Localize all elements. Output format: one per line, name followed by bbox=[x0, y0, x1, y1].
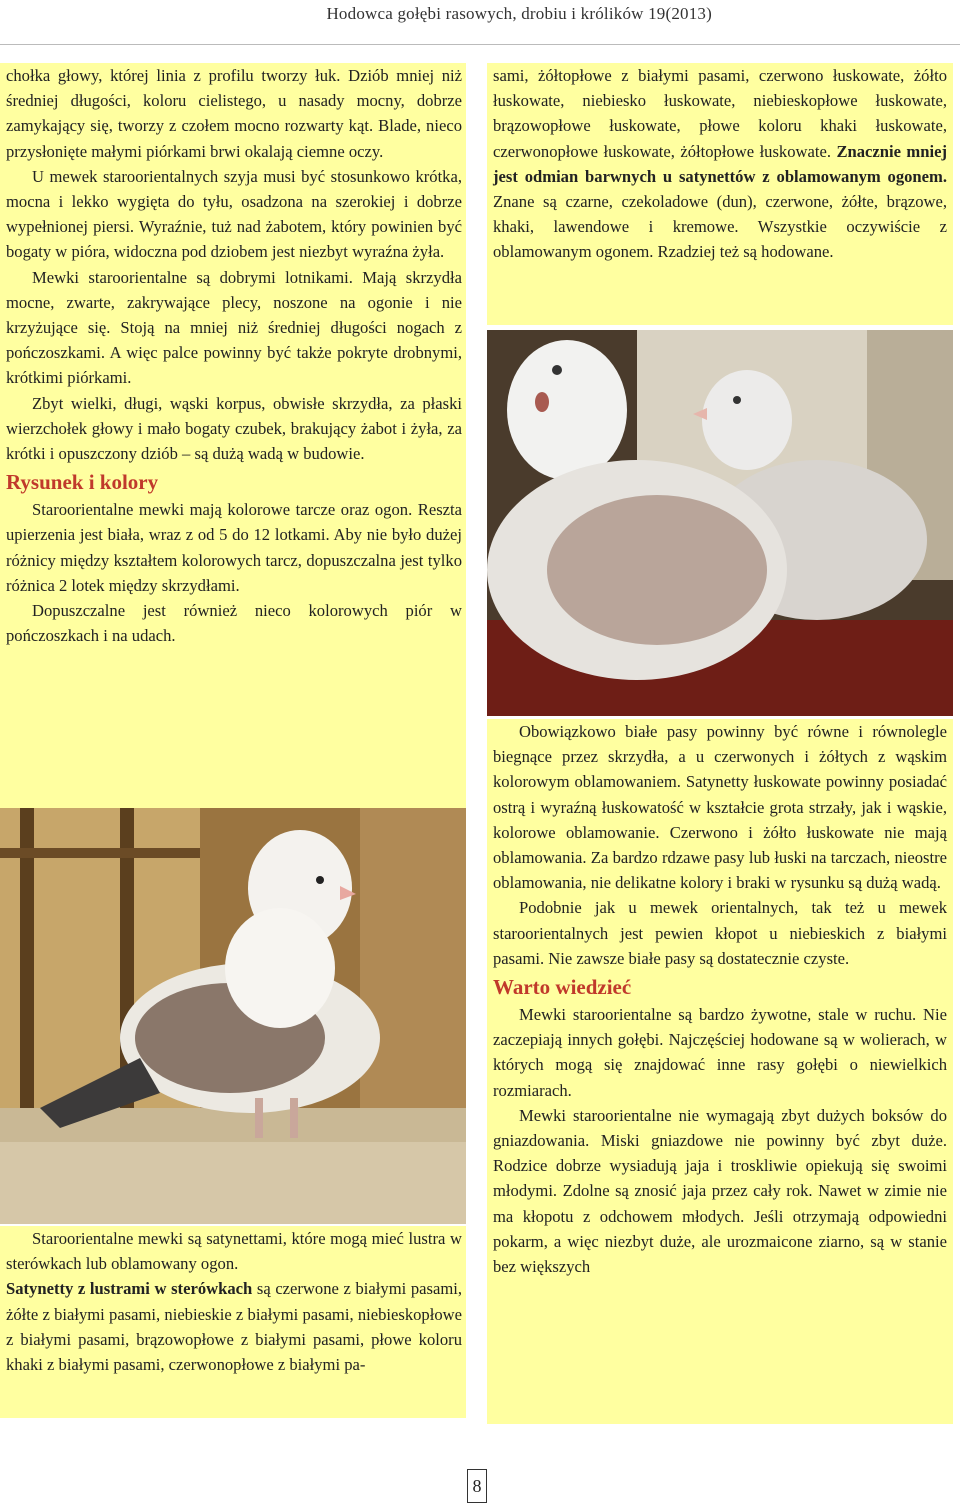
paragraph bbox=[493, 63, 947, 265]
paragraph: Mewki staroorientalne są dobrymi lotnikami. Mają skrzydła mocne, zwarte, zakrywające plecy, noszone na ogonie i nie krzyżujące się. Stoją na mniej niż średniej długości nogach z pończoszkami. A więc palce powinny być także pokryte drobnymi, krótkimi piórkami. bbox=[6, 267, 462, 388]
paragraph: Podobnie jak u mewek orientalnych, tak też u mewek staroorientalnych jest pewien kłopot u niebieskich z białymi pasami. Nie zawsze białe pasy są dostatecznie czyste. bbox=[493, 898, 947, 968]
page-header bbox=[0, 0, 960, 45]
pigeons-illustration bbox=[487, 330, 953, 716]
pigeon-photo-single bbox=[0, 808, 466, 1224]
paragraph: U mewek staroorientalnych szyja musi być stosunkowo krótka, mocna i lekko wygięta do tyłu, osadzona na szerokiej i dobrze wypełnionej piersi. Wyraźnie, tuż nad żabotem, który powinien być bogaty w pióra, widoczna pod dziobem jest niezbyt wyraźna żyła. bbox=[6, 166, 462, 262]
paragraph: Mewki staroorientalne nie wymagają zbyt dużych boksów do gniazdowania. Miski gniazdowe nie powinny być zbyt duże. Rodzice dobrze wysiadują jaja i troskliwie opiekują się swoimi młodymi. Zdolne są znosić jaja przez cały rok. Nawet w zimie nie ma kłopotu z odchowem młodych. Jeśli otrzymają odpowiedni pokarm, a więc niezbyt duże, ale urozmaicone ziarno, są w stanie bez większych bbox=[493, 1105, 947, 1277]
text-run: Znane są czarne, czekoladowe (dun), czerwone, żółte, brązowe, khaki, lawendowe i kremowe. Wszystkie oczywiście z oblamowanym ogonem. Rzadziej też są hodowane. bbox=[493, 192, 947, 262]
paragraph: Dopuszczalne jest również nieco kolorowych piór w pończoszkach i na udach. bbox=[6, 601, 462, 646]
pigeon-photo-pair bbox=[487, 330, 953, 716]
column-left-top bbox=[0, 63, 466, 811]
bold-phrase: Satynetty z lustrami w sterówkach bbox=[6, 1279, 253, 1299]
section-heading: Rysunek i kolory bbox=[6, 470, 159, 495]
paragraph: Mewki staroorientalne są bardzo żywotne, stale w ruchu. Nie zaczepiają innych gołębi. Najczęściej hodowane są w wolierach, w których mogą się znajdować inne rasy gołębi o niewielkich rozmiarach. bbox=[493, 1005, 947, 1100]
page-number: 8 bbox=[467, 1469, 487, 1503]
section-heading: Warto wiedzieć bbox=[493, 975, 632, 1000]
paragraph: Zbyt wielki, długi, wąski korpus, obwisłe skrzydła, za płaski wierzchołek głowy i mało bogaty czubek, brakujący żabot i żyła, za krótki i opuszczony dziób – są dużą wadą w budowie. bbox=[6, 393, 462, 464]
text-run: są czerwone z białymi pasami, żółte z białymi pasami, niebieskie z białymi pasami, niebieskopłowe z białymi pasami, brązowopłowe z białymi pasami, płowe koloru khaki z białymi pasami, czerwonopłowe z białymi pa- bbox=[6, 1279, 462, 1375]
text-run: sami, żółtopłowe z białymi pasami, czerwono łuskowate, żółto łuskowate, niebiesko łuskowate, niebieskopłowe łuskowate, brązowopłowe łuskowate, płowe koloru khaki łuskowate, czerwonopłowe łuskowate, żółtopłowe łuskowate. bbox=[493, 66, 947, 161]
journal-title: Hodowca gołębi rasowych, drobiu i królików 19(2013) bbox=[326, 4, 712, 23]
column-left-bottom bbox=[0, 1226, 466, 1418]
pigeon-illustration bbox=[0, 808, 466, 1224]
paragraph bbox=[6, 1276, 462, 1377]
bold-phrase: Znacznie mniej jest odmian barwnych u satynettów z oblamowanym ogonem. bbox=[493, 141, 947, 186]
column-right-top bbox=[487, 63, 953, 325]
paragraph: Staroorientalne mewki są satynettami, które mogą mieć lustra w sterówkach lub oblamowany ogon. bbox=[6, 1229, 462, 1274]
column-right-bottom bbox=[487, 719, 953, 1424]
paragraph: chołka głowy, której linia z profilu tworzy łuk. Dziób mniej niż średniej długości, koloru cielistego, u nasady mocny, dobrze zamykający się, tworzy z czołem mocno rozwarty kąt. Blade, nieco przysłonięte małymi piórkami brwi okalają ciemne oczy. bbox=[6, 66, 462, 161]
paragraph: Staroorientalne mewki mają kolorowe tarcze oraz ogon. Reszta upierzenia jest biała, wraz z od 5 do 12 lotkami. Aby nie było dużej różnicy między kształtem kolorowych tarcz, dopuszczalna jest tylko różnica 2 lotek między skrzydłami. bbox=[6, 500, 462, 595]
paragraph: Obowiązkowo białe pasy powinny być równe i równolegle biegnące przez skrzydła, a u czerwonych i żółtych z wąskim kolorowym oblamowaniem. Satynetty łuskowate powinny posiadać ostrą i wyraźną łuskowatość w kształcie grota strzały, jak i wąskie, kolorowe oblamowanie. Czerwono i żółto łuskowate nie mają oblamowania. Za bardzo rdzawe pasy lub łuski na tarczach, nieostre oblamowania, nie delikatne kolory i braki w rysunku są dużą wadą. bbox=[493, 722, 947, 893]
